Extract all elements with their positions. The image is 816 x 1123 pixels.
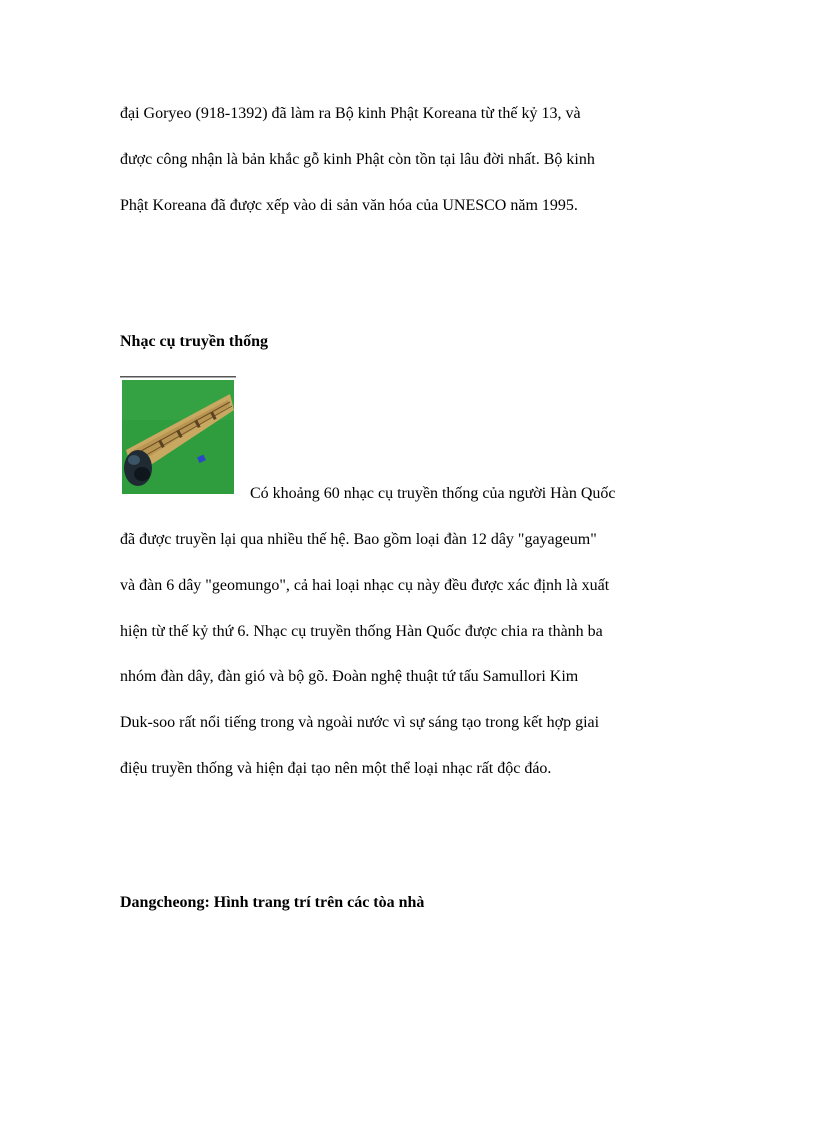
instruments-line-3: và đàn 6 dây "geomungo", cả hai loại nhạc cụ này đều được xác định là xuất [120,577,610,594]
instruments-line-7: điệu truyền thống và hiện đại tạo nên một thể loại nhạc rất độc đáo. [120,760,552,777]
instruments-line-1: Có khoảng 60 nhạc cụ truyền thống của người Hàn Quốc [250,485,616,502]
intro-line-3: Phật Koreana đã được xếp vào di sản văn hóa của UNESCO năm 1995. [120,197,578,214]
instrument-photo [120,376,236,496]
instruments-line-2: đã được truyền lại qua nhiều thế hệ. Bao gồm loại đàn 12 dây "gayageum" [120,531,597,548]
intro-line-1: đại Goryeo (918-1392) đã làm ra Bộ kinh Phật Koreana từ thế kỷ 13, và [120,105,581,122]
section-heading-instruments: Nhạc cụ truyền thống [120,333,269,350]
instruments-line-5: nhóm đàn dây, đàn gió và bộ gõ. Đoàn nghệ thuật tứ tấu Samullori Kim [120,668,579,685]
instruments-line-4: hiện từ thế kỷ thứ 6. Nhạc cụ truyền thống Hàn Quốc được chia ra thành ba [120,623,603,640]
intro-line-2: được công nhận là bản khắc gỗ kinh Phật còn tồn tại lâu đời nhất. Bộ kinh [120,151,595,168]
section-heading-dangcheong: Dangcheong: Hình trang trí trên các tòa nhà [120,894,425,911]
instruments-line-6: Duk-soo rất nổi tiếng trong và ngoài nước vì sự sáng tạo trong kết hợp giai [120,714,600,731]
